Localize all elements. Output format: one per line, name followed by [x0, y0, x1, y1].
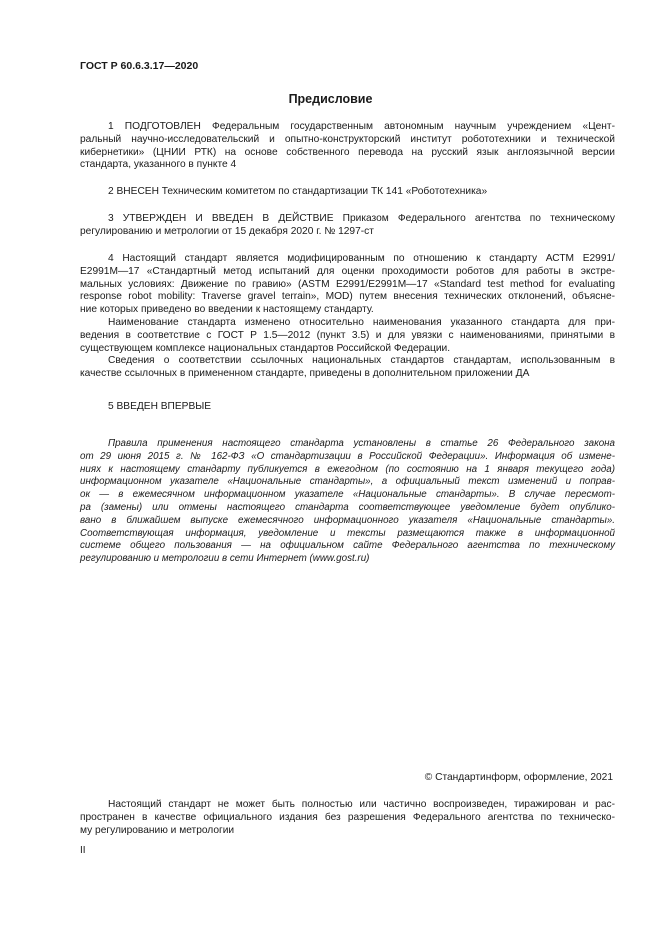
- reproduction-notice: [80, 799, 615, 837]
- text-line: Правила применения настоящего стандарта установлены в статье 26 Федерального закона: [108, 438, 615, 449]
- text-line: ведения в соответствие с ГОСТ Р 1.5—2012 (пункт 3.5) и для увязки с наименованиями, принятыми в: [80, 329, 615, 341]
- text-line: системе общего пользования — на официальном сайте Федерального агентства по техническому: [80, 540, 615, 552]
- text-line: 5 ВВЕДЕН ВПЕРВЫЕ: [108, 401, 212, 412]
- page-number: II: [80, 845, 86, 856]
- text-line: регулированию и метрологии от 15 декабря 2020 г. № 1297-ст: [80, 225, 374, 237]
- text-line: 3 УТВЕРЖДЕН И ВВЕДЕН В ДЕЙСТВИЕ Приказом Федерального агентства по техническому: [108, 213, 615, 224]
- paragraph-submitted-by: [80, 186, 615, 199]
- text-line: Настоящий стандарт не может быть полностью или частично воспроизведен, тиражирован и рас-: [108, 799, 615, 810]
- text-line: существующем комплексе национальных стандартов Российской Федерации.: [80, 342, 451, 354]
- text-line: му регулированию и метрологии: [80, 824, 235, 836]
- text-line: вано в ближайшем выпуске ежемесячного информационного указателя «Национальные стандарты».: [80, 514, 615, 526]
- paragraph-approved: [80, 213, 615, 239]
- text-line: кибернетики» (ЦНИИ РТК) на основе собственного перевода на русский язык англоязычной версии: [80, 146, 615, 158]
- text-line: response robot mobility: Traverse gravel terrain», MOD) путем внесения технических отклонений, объясне-: [80, 291, 615, 303]
- text-line: стандарта, указанного в пункте 4: [80, 159, 237, 171]
- copyright-notice: © Стандартинформ, оформление, 2021: [424, 772, 613, 783]
- text-line: регулированию и метрологии в сети Интернет (www.gost.ru): [80, 553, 370, 565]
- text-line: от 29 июня 2015 г. № 162-ФЗ «О стандартизации в Российской Федерации». Информация об измене-: [80, 450, 615, 462]
- text-line: ок — в ежемесячном информационном указателе «Национальные стандарты». В случае пересмот-: [80, 489, 615, 501]
- text-line: информационном указателе «Национальные стандарты», а официальный текст изменений и поправ-: [80, 476, 615, 488]
- text-line: Наименование стандарта изменено относительно наименования указанного стандарта для при-: [108, 316, 615, 328]
- text-line: Сведения о соответствии ссылочных национальных стандартов стандартам, использованным в: [108, 355, 615, 367]
- paragraph-first-introduced: [80, 401, 615, 414]
- text-line: мальных условиях: Движение по гравию» (ASTM E2991/E2991M—17 «Standard test method for evaluating: [80, 278, 615, 290]
- text-line: пространен в качестве официального издания без разрешения Федерального агентства по техническо-: [80, 811, 615, 823]
- text-line: 4 Настоящий стандарт является модифицированным по отношению к стандарту АСТМ Е2991/: [108, 253, 615, 264]
- paragraph-prepared-by: [80, 121, 615, 172]
- text-line: ние которых приведено во введении к настоящему стандарту.: [80, 304, 374, 316]
- text-line: ральный научно-исследовательский и опытно-конструкторский институт робототехники и технической: [80, 133, 615, 145]
- text-line: ра (замены) или отмены настоящего стандарта соответствующее уведомление будет опублико-: [80, 501, 615, 513]
- text-line: 1 ПОДГОТОВЛЕН Федеральным государственным автономным научным учреждением «Цент-: [108, 121, 615, 132]
- page-title: Предисловие: [288, 92, 373, 106]
- text-line: качестве ссылочных в примененном стандарте, приведены в дополнительном приложении ДА: [80, 368, 530, 380]
- paragraph-modification: [80, 253, 615, 381]
- text-line: ниях к настоящему стандарту публикуется в ежегодном (по состоянию на 1 января текущего года): [80, 463, 615, 475]
- text-line: 2 ВНЕСЕН Техническим комитетом по стандартизации ТК 141 «Робототехника»: [108, 186, 488, 197]
- text-line: Е2991М—17 «Стандартный метод испытаний для оценки проходимости роботов для работы в экстре-: [80, 265, 615, 277]
- document-code: ГОСТ Р 60.6.3.17—2020: [80, 60, 199, 72]
- text-line: Соответствующая информация, уведомление и тексты размещаются также в информационной: [80, 527, 615, 539]
- legal-notice-italic: [80, 438, 615, 566]
